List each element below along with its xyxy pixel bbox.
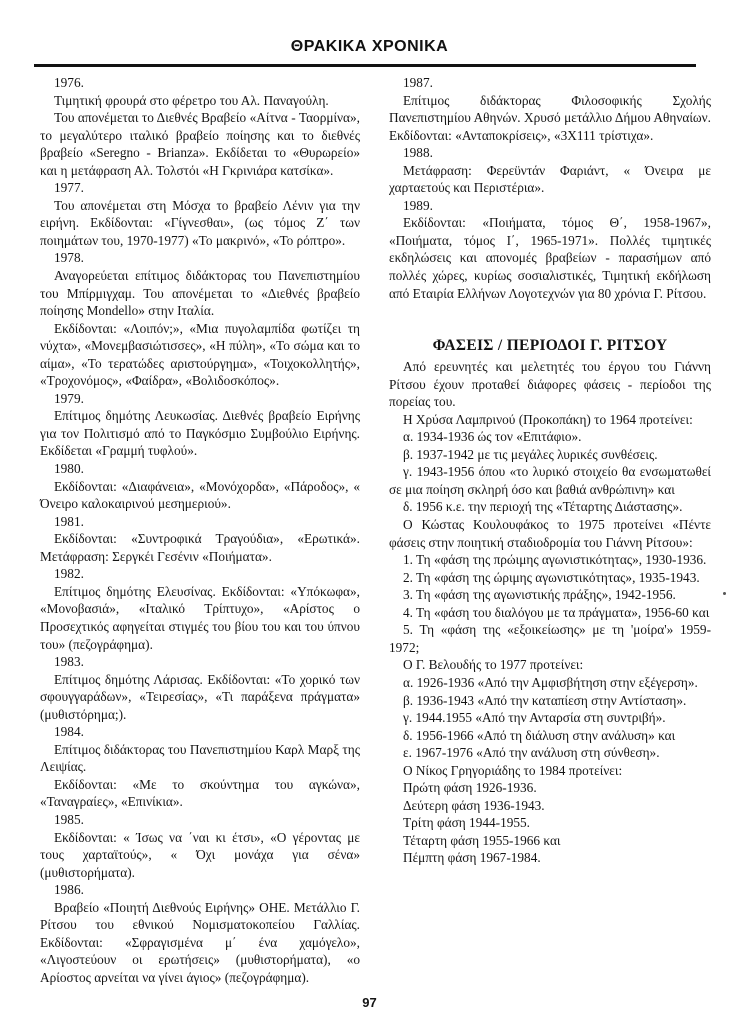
section-paragraph: Τέταρτη φάση 1955-1966 και (403, 832, 561, 848)
running-header: ΘΡΑΚΙΚΑ ΧΡΟΝΙΚΑ (290, 38, 449, 55)
entry-paragraph: Μετάφραση: Φερεϋντάν Φαριάντ, « Όνειρα με χαρταετούς και Περιστέρια». (389, 162, 711, 196)
section-paragraph: Τρίτη φάση 1944-1955. (403, 815, 530, 831)
section-paragraph: 3. Τη «φάση της αγωνιστικής πράξης», 1942-1956. (403, 587, 676, 603)
section-paragraph: β. 1936-1943 «Από την καταπίεση στην Αντίσταση». (403, 692, 687, 708)
section-paragraph: 1. Τη «φάση της πρώιμης αγωνιστικότητας», 1930-1936. (403, 552, 707, 568)
section-paragraph: Η Χρύσα Λαμπρινού (Προκοπάκη) το 1964 προτείνει: (403, 411, 693, 427)
section-paragraph: Ο Νίκος Γρηγοριάδης το 1984 προτείνει: (403, 762, 623, 778)
entry-paragraph: Επίτιμος διδάκτορας του Πανεπιστημίου Καρλ Μαρξ της Λειψίας. (40, 741, 360, 775)
section-body (389, 358, 711, 867)
chronology-continued (389, 74, 711, 302)
entry-paragraph: Επίτιμος δημότης Λάρισας. Εκδίδονται: «Το χορικό των σφουγγαράδων», «Τειρεσίας», «Τι παράξενα πράγματα» (μυθιστόρημα;). (40, 671, 360, 722)
section-paragraph: 5. Τη «φάση της «εξοικείωσης» με τη 'μοίρα'» 1959-1972; (389, 622, 711, 655)
section-heading: ΦΑΣΕΙΣ / ΠΕΡΙΟΔΟΙ Γ. ΡΙΤΣΟΥ (432, 337, 668, 355)
year-heading: 1982. (54, 566, 84, 582)
scan-speck (723, 592, 726, 595)
section-paragraph: Ο Κώστας Κουλουφάκος το 1975 προτείνει «Πέντε φάσεις στην ποιητική σταδιοδρομία του Γιάννη Ρίτσου»: (389, 517, 711, 550)
section-paragraph: Πρώτη φάση 1926-1936. (403, 780, 537, 796)
section-paragraph: Από ερευνητές και μελετητές του έργου του Γιάννη Ρίτσου έχουν προταθεί διάφορες φάσεις - περίοδοι της πορείας του. (389, 359, 711, 410)
section-paragraph: α. 1926-1936 «Από την Αμφισβήτηση στην εξέγερση». (403, 674, 698, 690)
year-heading: 1980. (54, 461, 84, 477)
year-heading: 1979. (54, 390, 84, 406)
entry-paragraph: Εκδίδονται: « Ίσως να ΄ναι κι έτσι», «Ο γέροντας με τους χαρταϊτούς», « Όχι μονάχα για σένα» (μυθιστορήματα). (40, 829, 360, 880)
section-paragraph: α. 1934-1936 ώς τον «Επιτάφιο». (403, 429, 582, 445)
entry-paragraph: Επίτιμος δημότης Ελευσίνας. Εκδίδονται: «Υπόκωφα», «Μονοβασιά», «Ιταλικό Τρίπτυχο», «Αρίστος ο Προσεχτικός αφηγείται στιγμές του βίου του και του ύπνου του» (πεζογράφημα). (40, 583, 360, 652)
header-rule (34, 64, 696, 67)
year-heading: 1988. (403, 145, 433, 161)
year-heading: 1977. (54, 180, 84, 196)
section-paragraph: γ. 1944.1955 «Από την Ανταρσία στη συντριβή». (403, 710, 666, 726)
entry-paragraph: Βραβείο «Ποιητή Διεθνούς Ειρήνης» ΟΗΕ. Μετάλλιο Γ. Ρίτσου του εθνικού Νομισματοκοπείου Γαλλίας. Εκδίδονται: «Σφραγισμένα μ΄ ένα χαμόγελο», «Λιγοστεύουν οι ερωτήσεις» (μυθιστορήματα), «ο Αρίοστος αρνείται να γίνει άγιος» (πεζογράφημα). (40, 899, 360, 985)
section-paragraph: Ο Γ. Βελουδής το 1977 προτείνει: (403, 657, 584, 673)
entry-paragraph: Εκδίδονται: «Με το σκούντημα του αγκώνα», «Ταναγραίες», «Επινίκια». (40, 776, 360, 810)
left-column (40, 74, 360, 986)
entry-paragraph: Εκδίδονται: «Συντροφικά Τραγούδια», «Ερωτικά». Μετάφραση: Σεργκέι Γεσένιν «Ποιήματα». (40, 531, 360, 564)
entry-paragraph: Αναγορεύεται επίτιμος διδάκτορας του Πανεπιστημίου του Μπίρμιγχαμ. Του απονέμεται το «Διεθνές βραβείο ποίησης Mondello» στην Ιταλία. (40, 268, 360, 319)
entry-paragraph: Επίτιμος δημότης Λευκωσίας. Διεθνές βραβείο Ειρήνης για τον Πολιτισμό από το Παγκόσμιο Συμβούλιο Ειρήνης. Εκδίδεται «Γραμμή τυφλού». (40, 408, 360, 459)
entry-paragraph: Εκδίδονται: «Λοιπόν;», «Μια πυγολαμπίδα φωτίζει τη νύχτα», «Μονεμβασιώτισσες», «Η πύλη», «Το σώμα και το αίμα», «Το τερατώδες αριστούργημα», «Τοιχοκολλητής», «Τροχονόμος», «Φαίδρα», «Βολιδοσκόπος». (40, 320, 360, 389)
section-paragraph: β. 1937-1942 με τις μεγάλες λυρικές συνθέσεις. (403, 446, 658, 462)
year-heading: 1978. (54, 250, 84, 266)
entry-paragraph: Του απονέμεται το Διεθνές Βραβείο «Αίτνα - Ταορμίνα», το μεγαλύτερο ιταλικό βραβείο ποίησης και το διεθνές βραβείο «Seregno - Brianza». Εκδίδεται το «Θυρωρείο» και η μετάφραση Αλ. Τολστόι «Η Γκρινιάρα κατσίκα». (40, 110, 360, 178)
year-heading: 1986. (54, 882, 84, 898)
section-paragraph: γ. 1943-1956 όπου «το λυρικό στοιχείο θα ενσωματωθεί σε μια ποίηση σκληρή όσο και βαθιά ανθρώπινη» και (389, 464, 711, 497)
section-paragraph: Δεύτερη φάση 1936-1943. (403, 797, 545, 813)
entry-paragraph: Επίτιμος διδάκτορας Φιλοσοφικής Σχολής Πανεπιστημίου Αθηνών. Χρυσό μετάλλιο Δήμου Αθηναίων. Εκδίδονται: «Ανταποκρίσεις», «3Χ111 τρίστιχα». (389, 92, 711, 143)
year-heading: 1983. (54, 654, 84, 670)
year-heading: 1984. (54, 724, 84, 740)
right-column (389, 74, 711, 867)
entry-paragraph: Εκδίδονται: «Ποιήματα, τόμος Θ΄, 1958-1967», «Ποιήματα, τόμος Ι΄, 1965-1971». Πολλές τιμητικές εκδηλώσεις και απονομές βραβείων - παρασήμων από πολλές χώρες, κυρίως σοσιαλιστικές, Τιμητική εκδήλωση από Εταιρία Ελλήνων Λογοτεχνών για 80 χρόνια Γ. Ρίτσου. (389, 215, 711, 301)
section-gap (389, 302, 711, 336)
section-paragraph: 2. Τη «φάση της ώριμης αγωνιστικότητας», 1935-1943. (403, 569, 700, 585)
section-paragraph: ε. 1967-1976 «Από την ανάλυση στη σύνθεση». (403, 745, 660, 761)
section-paragraph: δ. 1956-1966 «Από τη διάλυση στην ανάλυση» και (403, 727, 676, 743)
section-paragraph: 4. Τη «φάση του διαλόγου με τα πράγματα», 1956-60 και (403, 604, 710, 620)
section-paragraph: Πέμπτη φάση 1967-1984. (403, 850, 541, 866)
section-paragraph: δ. 1956 κ.ε. την περιοχή της «Τέταρτης Διάστασης». (403, 499, 683, 515)
entry-paragraph: Τιμητική φρουρά στο φέρετρο του Αλ. Παναγούλη. (54, 92, 329, 108)
year-heading: 1987. (403, 75, 433, 90)
page-number: 97 (362, 995, 377, 1010)
entry-paragraph: Εκδίδονται: «Διαφάνεια», «Μονόχορδα», «Πάροδος», « Όνειρο καλοκαιρινού μεσημεριού». (40, 478, 360, 512)
entry-paragraph: Του απονέμεται στη Μόσχα το βραβείο Λένιν για την ειρήνη. Εκδίδονται: «Γίγνεσθαι», (ως τόμος Ζ΄ των ποιημάτων του, 1970-1977) «Το μακρινό», «Το ρόπτρο». (40, 197, 360, 248)
year-heading: 1989. (403, 197, 433, 213)
year-heading: 1985. (54, 811, 84, 827)
year-heading: 1976. (54, 75, 84, 90)
year-heading: 1981. (54, 513, 84, 529)
